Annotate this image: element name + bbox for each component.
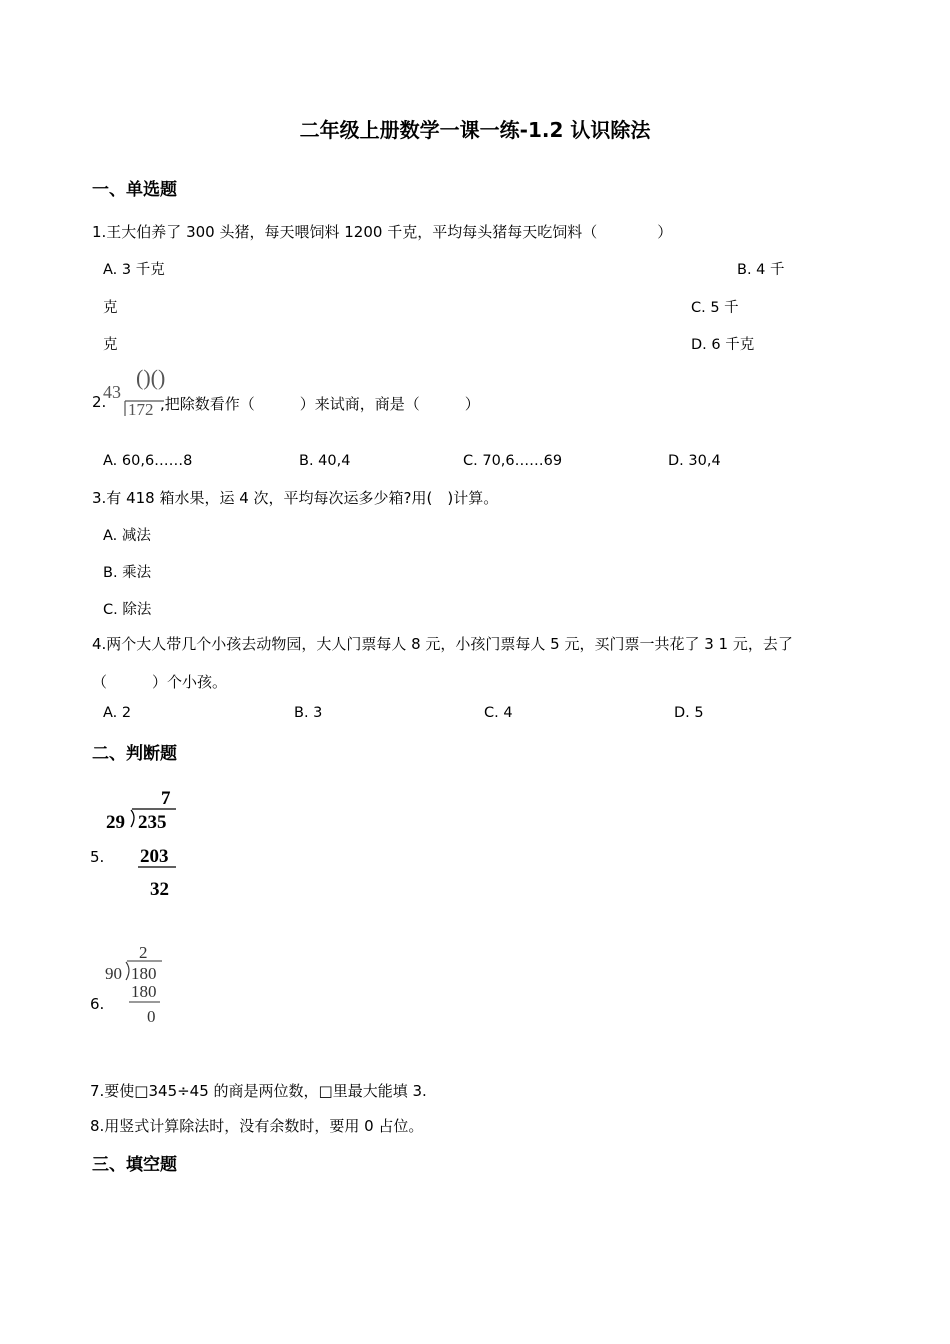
question-1-option-c-continued: 克: [103, 337, 118, 353]
q5-remainder: 32: [150, 879, 169, 900]
question-7-stem: 7.要使□345÷45 的商是两位数，□里最大能填 3.: [90, 1082, 427, 1100]
q5-quotient: 7: [161, 788, 171, 809]
question-5-number: 5.: [90, 848, 105, 866]
question-2-division-figure: [100, 360, 166, 418]
question-2-stem: ,把除数看作（ ）来试商，商是（ ）: [160, 395, 480, 413]
question-2-option-b[interactable]: B. 40,4: [299, 453, 351, 469]
question-3-option-c[interactable]: C. 除法: [103, 602, 152, 618]
section-heading-true-false: 二、判断题: [92, 744, 177, 764]
q6-quotient: 2: [139, 943, 148, 962]
q5-product: 203: [140, 846, 169, 867]
question-2-option-d[interactable]: D. 30,4: [668, 453, 721, 469]
question-4-option-a[interactable]: A. 2: [103, 705, 132, 721]
question-3-option-b[interactable]: B. 乘法: [103, 565, 152, 581]
question-1-option-c[interactable]: C. 5 千: [691, 300, 739, 316]
q6-product: 180: [131, 982, 157, 1001]
q5-divisor: 29: [106, 812, 125, 833]
q6-dividend: 180: [131, 964, 157, 983]
question-2-option-a[interactable]: A. 60,6……8: [103, 453, 193, 469]
question-4-option-b[interactable]: B. 3: [294, 705, 323, 721]
question-1-stem: 1.王大伯养了 300 头猪，每天喂饲料 1200 千克，平均每头猪每天吃饲料（ ）: [92, 223, 673, 241]
question-6-division-figure: [100, 940, 170, 1028]
q6-remainder: 0: [147, 1007, 156, 1026]
question-5-division-figure: [100, 784, 185, 900]
q5-division-bracket: [131, 810, 134, 827]
page-title: 二年级上册数学一课一练-1.2 认识除法: [299, 118, 651, 142]
section-heading-single-choice: 一、单选题: [92, 180, 177, 200]
q2-dividend: 172: [128, 400, 154, 418]
question-2-option-c[interactable]: C. 70,6……69: [463, 453, 563, 469]
q2-divisor: 43: [103, 382, 121, 402]
question-4-option-c[interactable]: C. 4: [484, 705, 513, 721]
q5-dividend: 235: [138, 812, 167, 833]
question-6-number: 6.: [90, 995, 105, 1013]
question-3-option-a[interactable]: A. 减法: [103, 528, 151, 544]
question-1-option-d[interactable]: D. 6 千克: [691, 337, 755, 353]
question-4-option-d[interactable]: D. 5: [674, 705, 704, 721]
question-1-option-b-continued: 克: [103, 300, 118, 316]
question-4-stem: 4.两个大人带几个小孩去动物园，大人门票每人 8 元，小孩门票每人 5 元，买门票一共花了 3 1 元，去了: [92, 635, 793, 653]
q2-quotient-blanks: ()(): [136, 365, 166, 390]
question-8-stem: 8.用竖式计算除法时，没有余数时，要用 0 占位。: [90, 1117, 424, 1135]
question-1-option-b[interactable]: B. 4 千: [737, 262, 785, 278]
q6-divisor: 90: [105, 964, 122, 983]
question-1-option-a[interactable]: A. 3 千克: [103, 262, 165, 278]
question-3-stem: 3.有 418 箱水果，运 4 次，平均每次运多少箱?用( )计算。: [92, 489, 499, 507]
section-heading-fill-in: 三、填空题: [92, 1155, 177, 1175]
question-2-number: 2.: [92, 393, 107, 411]
question-4-stem-continued: （ ）个小孩。: [92, 673, 228, 691]
q6-division-bracket: [126, 962, 129, 980]
